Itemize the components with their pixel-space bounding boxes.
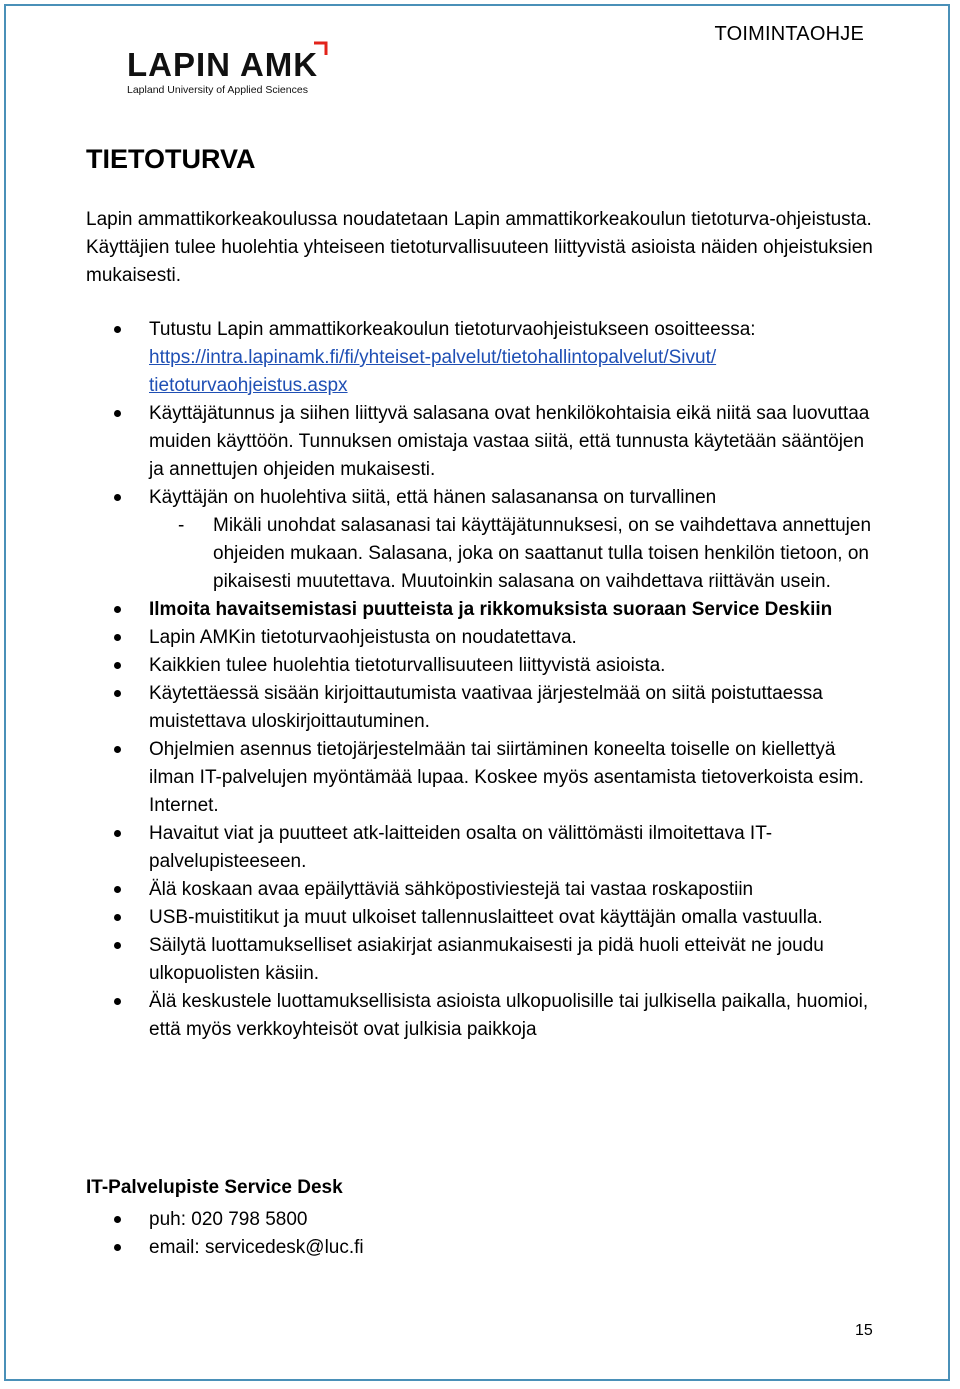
dash-marker: - xyxy=(178,515,185,536)
bullet-icon xyxy=(114,746,121,753)
contact-list xyxy=(86,1206,364,1262)
list-item-text: Lapin AMKin tietoturvaohjeistusta on noudatettava. xyxy=(149,627,577,648)
bullet-icon xyxy=(114,830,121,837)
document-type-label: TOIMINTAOHJE xyxy=(714,23,864,45)
logo-wordmark: LAPIN AMK xyxy=(127,46,319,83)
bullet-icon xyxy=(114,998,121,1005)
list-item xyxy=(86,652,876,680)
list-item xyxy=(86,316,876,400)
list-item-text: Tutustu Lapin ammattikorkeakoulun tietoturvaohjeistukseen osoitteessa: xyxy=(149,319,756,340)
list-item xyxy=(86,596,876,624)
contact-heading: IT-Palvelupiste Service Desk xyxy=(86,1177,343,1198)
sub-list-item xyxy=(86,512,876,596)
list-item xyxy=(86,988,876,1044)
list-item xyxy=(86,820,876,876)
sub-list-item-text: Mikäli unohdat salasanasi tai käyttäjätunnuksesi, on se vaihdettava annettujen ohjeiden mukaan. Salasana, joka on saattanut tulla toisen henkilön tietoon, on pikaisesti muutettava. Muutoinkin salasana on vaihdettava riittävän usein. xyxy=(213,515,872,592)
page-title: TIETOTURVA xyxy=(86,144,256,174)
intro-paragraph: Lapin ammattikorkeakoulussa noudatetaan Lapin ammattikorkeakoulun tietoturva-ohjeistusta. Käyttäjien tulee huolehtia yhteiseen tietoturvallisuuteen liittyvistä asioista näiden ohjeistuksien mukaisesti. xyxy=(86,209,873,286)
contact-email: email: servicedesk@luc.fi xyxy=(149,1237,364,1258)
contact-email-item xyxy=(86,1234,364,1262)
list-item-text: Käyttäjätunnus ja siihen liittyvä salasana ovat henkilökohtaisia eikä niitä saa luovuttaa muiden käyttöön. Tunnuksen omistaja vastaa siitä, että tunnusta käytetään sääntöjen ja annettujen ohjeiden mukaisesti. xyxy=(149,403,870,480)
list-item-text: Käyttäjän on huolehtiva siitä, että hänen salasanansa on turvallinen xyxy=(149,487,717,508)
list-item-text-bold: Ilmoita havaitsemistasi puutteista ja rikkomuksista suoraan Service Deskiin xyxy=(149,599,833,620)
contact-phone-item xyxy=(86,1206,364,1234)
bullet-icon xyxy=(114,494,121,501)
bullet-icon xyxy=(114,942,121,949)
list-item xyxy=(86,904,876,932)
bullet-icon xyxy=(114,606,121,613)
contact-phone: puh: 020 798 5800 xyxy=(149,1209,308,1230)
list-item-text: Havaitut viat ja puutteet atk-laitteiden osalta on välittömästi ilmoitettava IT-palvelupisteeseen. xyxy=(149,823,773,872)
list-item-text: Ohjelmien asennus tietojärjestelmään tai siirtäminen koneelta toiselle on kiellettyä ilman IT-palvelujen myöntämää lupaa. Koskee myös asentamista tietoverkoista esim. Internet. xyxy=(149,739,864,816)
bullet-icon xyxy=(114,634,121,641)
list-item xyxy=(86,932,876,988)
guideline-list xyxy=(86,316,876,1044)
bullet-icon xyxy=(114,886,121,893)
lapin-amk-logo xyxy=(127,40,337,100)
list-item xyxy=(86,680,876,736)
list-item-text: Kaikkien tulee huolehtia tietoturvallisuuteen liittyvistä asioista. xyxy=(149,655,666,676)
list-item xyxy=(86,624,876,652)
bullet-icon xyxy=(114,326,121,333)
security-guideline-link[interactable]: https://intra.lapinamk.fi/fi/yhteiset-palvelut/tietohallintopalvelut/Sivut/ tietoturvaohjeistus.aspx xyxy=(149,347,717,396)
list-item-text: Käytettäessä sisään kirjoittautumista vaativaa järjestelmää on siitä poistuttaessa muistettava uloskirjoittautuminen. xyxy=(149,683,823,732)
list-item xyxy=(86,484,876,512)
list-item xyxy=(86,400,876,484)
bullet-icon xyxy=(114,1244,121,1251)
list-item xyxy=(86,876,876,904)
list-item xyxy=(86,736,876,820)
bullet-icon xyxy=(114,410,121,417)
list-item-text: Älä keskustele luottamuksellisista asioista ulkopuolisille tai julkisella paikalla, huomioi, että myös verkkoyhteisöt ovat julkisia paikkoja xyxy=(149,991,869,1040)
list-item-text: Säilytä luottamukselliset asiakirjat asianmukaisesti ja pidä huoli etteivät ne joudu ulkopuolisten käsiin. xyxy=(149,935,824,984)
logo-subtitle: Lapland University of Applied Sciences xyxy=(127,84,308,96)
bullet-icon xyxy=(114,914,121,921)
list-item-text: Älä koskaan avaa epäilyttäviä sähköpostiviestejä tai vastaa roskapostiin xyxy=(149,879,754,900)
bullet-icon xyxy=(114,1216,121,1223)
bullet-icon xyxy=(114,690,121,697)
page-number: 15 xyxy=(855,1322,873,1339)
bullet-icon xyxy=(114,662,121,669)
list-item-text: USB-muistitikut ja muut ulkoiset tallennuslaitteet ovat käyttäjän omalla vastuulla. xyxy=(149,907,823,928)
